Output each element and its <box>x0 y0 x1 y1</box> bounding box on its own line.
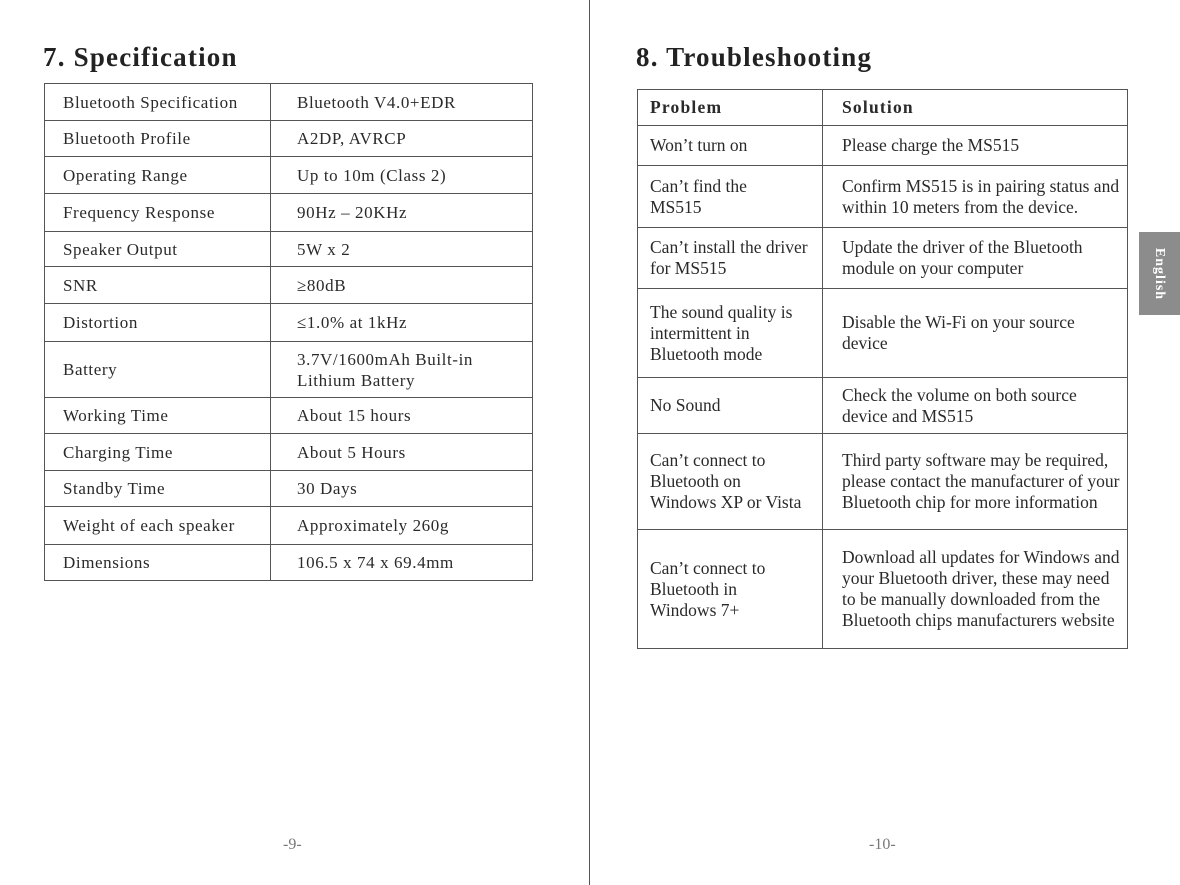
spec-label: Distortion <box>45 304 271 342</box>
spec-value: 90Hz – 20KHz <box>271 194 533 232</box>
spec-label: Bluetooth Profile <box>45 121 271 157</box>
right-page <box>591 0 1180 885</box>
solution-header: Solution <box>823 90 1128 126</box>
spec-value: 30 Days <box>271 471 533 507</box>
spec-value: A2DP, AVRCP <box>271 121 533 157</box>
table-row <box>638 126 1128 166</box>
spec-row <box>45 267 533 304</box>
table-row <box>638 228 1128 289</box>
problem-cell: No Sound <box>638 378 823 434</box>
spec-value: ≤1.0% at 1kHz <box>271 304 533 342</box>
spec-value: 106.5 x 74 x 69.4mm <box>271 545 533 581</box>
spec-row <box>45 157 533 194</box>
spec-row <box>45 434 533 471</box>
spec-row <box>45 342 533 398</box>
spec-row <box>45 507 533 545</box>
spec-row <box>45 398 533 434</box>
page-number: -10- <box>869 836 896 853</box>
problem-cell: Won’t turn on <box>638 126 823 166</box>
spec-label: Bluetooth Specification <box>45 84 271 121</box>
spec-label: Frequency Response <box>45 194 271 232</box>
solution-cell: Update the driver of the Bluetooth module on your computer <box>823 228 1128 289</box>
solution-cell: Check the volume on both source device and MS515 <box>823 378 1128 434</box>
problem-cell: The sound quality is intermittent in Bluetooth mode <box>638 289 823 378</box>
solution-cell: Disable the Wi-Fi on your source device <box>823 289 1128 378</box>
spec-value: 3.7V/1600mAh Built-in Lithium Battery <box>271 342 533 398</box>
problem-cell: Can’t install the driver for MS515 <box>638 228 823 289</box>
solution-cell: Third party software may be required, please contact the manufacturer of your Bluetooth chip for more information <box>823 434 1128 530</box>
spec-label: Charging Time <box>45 434 271 471</box>
spec-row <box>45 194 533 232</box>
spec-row <box>45 471 533 507</box>
page-number: -9- <box>283 836 302 853</box>
specification-title: 7. Specification <box>43 42 238 72</box>
language-tab <box>1139 232 1180 315</box>
spec-label: Operating Range <box>45 157 271 194</box>
spec-value: 5W x 2 <box>271 232 533 267</box>
page-divider <box>589 0 590 885</box>
troubleshooting-table <box>637 89 1128 649</box>
spec-value: ≥80dB <box>271 267 533 304</box>
spec-label: Dimensions <box>45 545 271 581</box>
problem-cell: Can’t connect to Bluetooth on Windows XP or Vista <box>638 434 823 530</box>
problem-cell: Can’t find the MS515 <box>638 166 823 228</box>
troubleshooting-title: 8. Troubleshooting <box>636 42 873 72</box>
spec-row <box>45 84 533 121</box>
spec-value: About 5 Hours <box>271 434 533 471</box>
spec-label: Weight of each speaker <box>45 507 271 545</box>
solution-cell: Download all updates for Windows and your Bluetooth driver, these may need to be manually downloaded from the Bluetooth chips manufacturers website <box>823 530 1128 649</box>
spec-value: Bluetooth V4.0+EDR <box>271 84 533 121</box>
table-row <box>638 166 1128 228</box>
table-row <box>638 289 1128 378</box>
problem-cell: Can’t connect to Bluetooth in Windows 7+ <box>638 530 823 649</box>
specification-table <box>44 83 533 581</box>
table-row <box>638 434 1128 530</box>
table-row <box>638 530 1128 649</box>
spec-value: Up to 10m (Class 2) <box>271 157 533 194</box>
table-header-row <box>638 90 1128 126</box>
spec-value: About 15 hours <box>271 398 533 434</box>
solution-cell: Confirm MS515 is in pairing status and within 10 meters from the device. <box>823 166 1128 228</box>
spec-row <box>45 121 533 157</box>
spec-label: SNR <box>45 267 271 304</box>
spec-label: Speaker Output <box>45 232 271 267</box>
spec-value: Approximately 260g <box>271 507 533 545</box>
table-row <box>638 378 1128 434</box>
problem-header: Problem <box>638 90 823 126</box>
solution-cell: Please charge the MS515 <box>823 126 1128 166</box>
spec-row <box>45 232 533 267</box>
spec-row <box>45 545 533 581</box>
spec-label: Working Time <box>45 398 271 434</box>
language-tab-label: English <box>1152 247 1168 300</box>
spec-row <box>45 304 533 342</box>
spec-label: Standby Time <box>45 471 271 507</box>
spec-label: Battery <box>45 342 271 398</box>
